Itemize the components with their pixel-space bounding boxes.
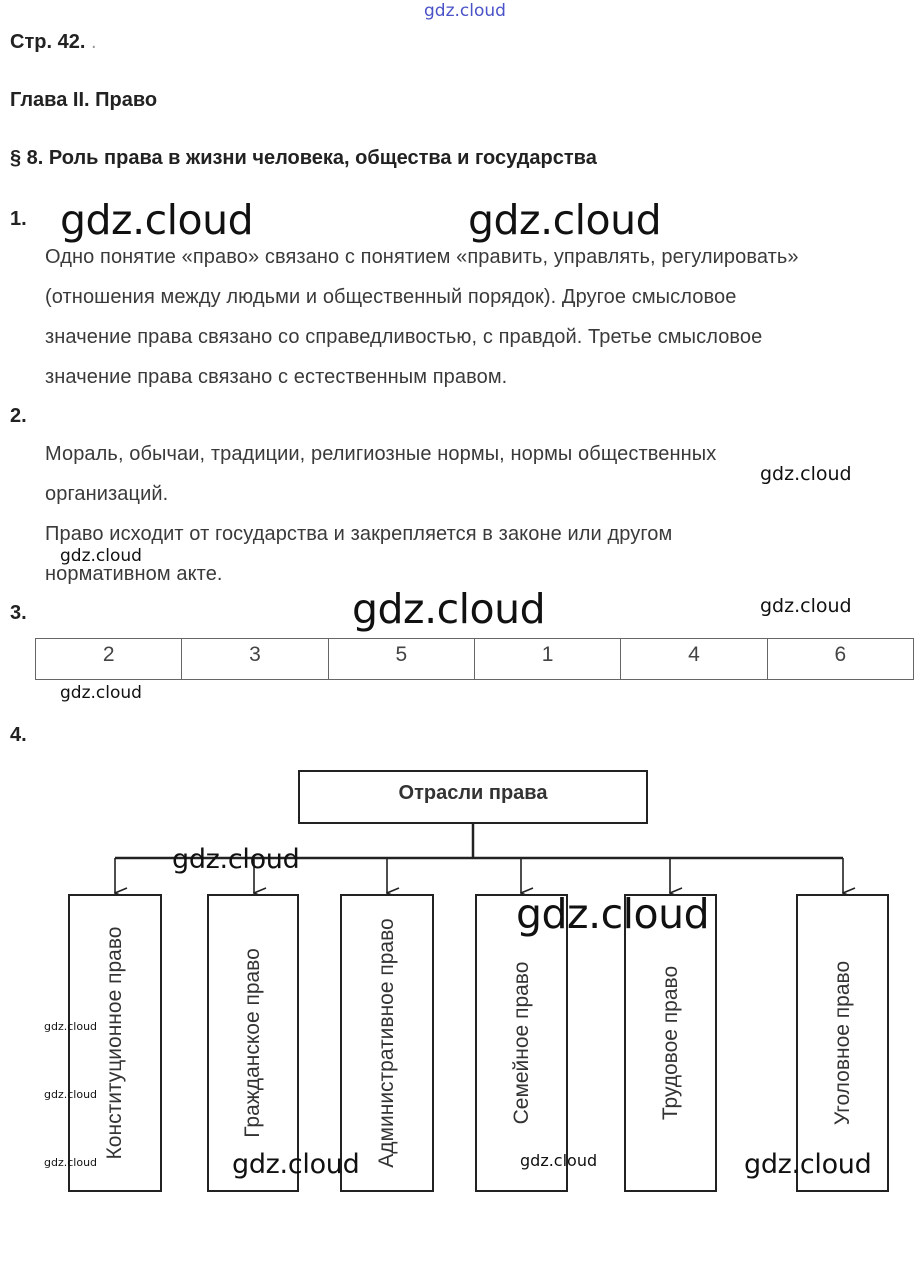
task-1-line: (отношения между людьми и общественный порядок). Другое смысловое <box>45 286 737 308</box>
task-2-number: 2. <box>10 405 27 427</box>
diagram-root-box <box>298 770 648 824</box>
task-2-line: Право исходит от государства и закрепляется в законе или другом <box>45 523 673 545</box>
branch-label: Гражданское право <box>241 948 264 1138</box>
branch-box-civil <box>207 894 299 1192</box>
answer-cell: 1 <box>474 639 620 680</box>
branch-label: Уголовное право <box>830 960 854 1126</box>
branch-box-criminal <box>796 894 889 1192</box>
watermark: gdz.cloud <box>352 585 546 633</box>
section-title: § 8. Роль права в жизни человека, общества и государства <box>10 147 597 169</box>
answer-cell: 6 <box>767 639 913 680</box>
task-1-line: значение права связано с естественным правом. <box>45 366 508 388</box>
watermark: gdz.cloud <box>760 463 852 485</box>
task-2-line: организаций. <box>45 483 169 505</box>
watermark: gdz.cloud <box>760 595 852 617</box>
watermark: gdz.cloud <box>172 844 300 875</box>
watermark: gdz.cloud <box>468 196 662 244</box>
branch-box-constitutional <box>68 894 162 1192</box>
watermark: gdz.cloud <box>520 1151 598 1170</box>
task-2-line: нормативном акте. <box>45 563 223 585</box>
answer-cell: 3 <box>182 639 328 680</box>
task-2-line: Мораль, обычаи, традиции, религиозные нормы, нормы общественных <box>45 443 717 465</box>
watermark: gdz.cloud <box>44 1156 98 1169</box>
branch-box-administrative <box>340 894 434 1192</box>
watermark: gdz.cloud <box>60 196 254 244</box>
page-reference-text: Стр. 42. <box>10 31 86 53</box>
task-4-number: 4. <box>10 724 27 746</box>
watermark: gdz.cloud <box>60 683 142 703</box>
answer-cell: 5 <box>328 639 474 680</box>
watermark-top: gdz.cloud <box>424 1 506 21</box>
branch-box-family <box>475 894 568 1192</box>
branch-box-labour <box>624 894 717 1192</box>
watermark: gdz.cloud <box>232 1149 360 1180</box>
chapter-title: Глава II. Право <box>10 89 158 111</box>
task-1-line: Одно понятие «право» связано с понятием «править, управлять, регулировать» <box>45 246 799 268</box>
watermark: gdz.cloud <box>44 1020 98 1033</box>
page-reference-dot: . <box>90 31 97 53</box>
task-3-number: 3. <box>10 602 27 624</box>
branch-label: Административное право <box>375 918 398 1168</box>
watermark: gdz.cloud <box>744 1149 872 1180</box>
branch-label: Конституционное право <box>103 926 126 1160</box>
branch-label: Трудовое право <box>658 965 682 1121</box>
task-1-line: значение права связано со справедливостью, с правдой. Третье смысловое <box>45 326 763 348</box>
task-1-number: 1. <box>10 208 27 230</box>
watermark: gdz.cloud <box>60 546 142 566</box>
watermark: gdz.cloud <box>516 890 710 938</box>
answer-cell: 2 <box>36 639 182 680</box>
answer-cell: 4 <box>621 639 767 680</box>
watermark: gdz.cloud <box>44 1088 98 1101</box>
diagram-root-label: Отрасли права <box>398 782 548 804</box>
branch-label: Семейное право <box>509 961 533 1125</box>
